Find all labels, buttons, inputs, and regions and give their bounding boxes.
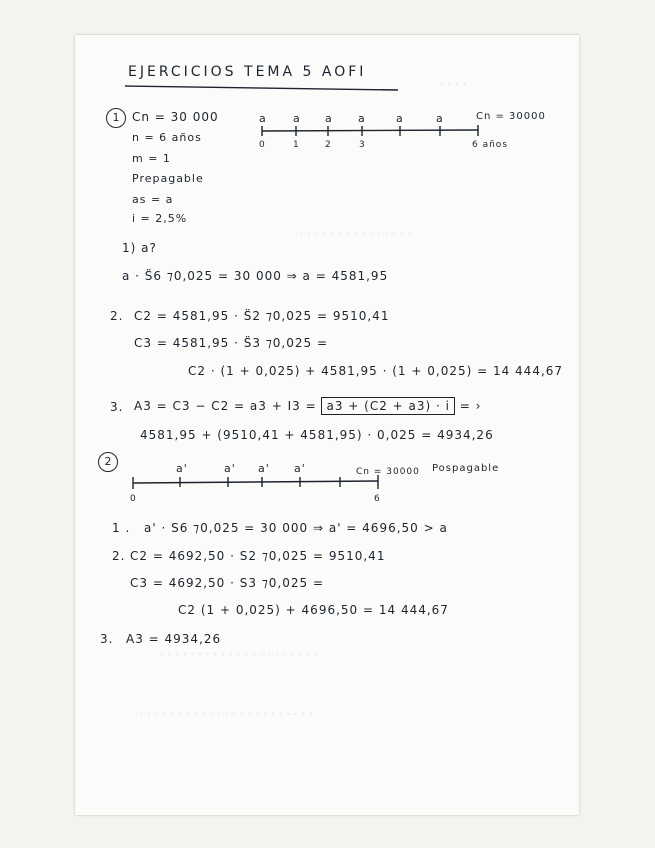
timeline-period-label: 2 xyxy=(325,140,332,150)
exercise-1-number: 1 xyxy=(106,108,126,128)
timeline-period-label: 0 xyxy=(259,140,266,150)
ex1-line-5 xyxy=(134,399,481,413)
show-through-text: · · · · · · · · · · · · · · · xyxy=(300,230,412,240)
ex2-timeline-start: 0 xyxy=(130,494,137,504)
ex2-timeline-end: 6 xyxy=(374,494,381,504)
ex2-line-2-number: 2. xyxy=(112,549,126,563)
ex1-line-5-post: = › xyxy=(459,399,482,413)
ex1-line-6: 4581,95 + (9510,41 + 4581,95) · 0,025 = 4934,26 xyxy=(140,428,494,442)
timeline-payment-label: a xyxy=(358,112,366,125)
ex2-timeline-kind: Pospagable xyxy=(432,463,500,474)
timeline-payment-label: a xyxy=(293,112,301,125)
timeline-payment-label: a xyxy=(436,112,444,125)
ex1-line-5-pre: A3 = C3 − C2 = a3 + I3 = xyxy=(134,399,317,413)
ex1-line-3: C3 = 4581,95 · S̈3 ⁊0,025 = xyxy=(134,336,329,350)
given-i: i = 2,5% xyxy=(132,212,188,225)
show-through-text: · · · · · · · · · · · · · · · · · · · · · xyxy=(160,650,319,660)
timeline-period-end-label: 6 años xyxy=(472,140,509,150)
timeline-payment-label: a xyxy=(396,112,404,125)
page-title: EJERCICIOS TEMA 5 AOFI xyxy=(128,64,367,80)
ex2-line-1-number: 1 . xyxy=(112,521,131,535)
timeline-payment-label: a xyxy=(325,112,333,125)
given-m: m = 1 xyxy=(132,152,171,165)
given-cn: Cn = 30 000 xyxy=(132,110,219,124)
ex2-line-5-number: 3. xyxy=(100,632,114,646)
ex1-line-2-number: 2. xyxy=(110,309,124,323)
ex2-line-5: A3 = 4934,26 xyxy=(126,632,222,646)
ex2-timeline-payment-label: a' xyxy=(294,462,306,475)
exercise-2-number: 2 xyxy=(98,452,118,472)
timeline-period-label: 1 xyxy=(293,140,300,150)
given-n: n = 6 años xyxy=(132,131,202,144)
ex2-line-1: a' · S6 ⁊0,025 = 30 000 ⇒ a' = 4696,50 > a xyxy=(144,521,448,535)
ex2-timeline-payment-label: a' xyxy=(258,462,270,475)
ex1-line-5-boxed: a3 + (C2 + a3) · i xyxy=(321,397,455,415)
given-type: Prepagable xyxy=(132,172,204,185)
given-as: as = a xyxy=(132,193,174,206)
ex2-line-4: C2 (1 + 0,025) + 4696,50 = 14 444,67 xyxy=(178,603,449,617)
show-through-text: · · · · xyxy=(440,80,468,90)
ex2-timeline-end-label: Cn = 30000 xyxy=(356,467,420,477)
ex2-timeline-payment-label: a' xyxy=(176,462,188,475)
timeline-end-label: Cn = 30000 xyxy=(476,111,546,122)
timeline-payment-label: a xyxy=(259,112,267,125)
ex2-line-2: C2 = 4692,50 · S2 ⁊0,025 = 9510,41 xyxy=(130,549,386,563)
ex1-line-1: a · S̈6 ⁊0,025 = 30 000 ⇒ a = 4581,95 xyxy=(122,269,389,283)
ex1-line-5-number: 3. xyxy=(110,400,124,414)
timeline-period-label: 3 xyxy=(359,140,366,150)
ex2-timeline-payment-label: a' xyxy=(224,462,236,475)
question-a: 1) a? xyxy=(122,241,157,255)
ex1-line-2: C2 = 4581,95 · S̈2 ⁊0,025 = 9510,41 xyxy=(134,309,390,323)
show-through-text: · · · · · · · · · · · · · · · · · · · · · · · xyxy=(140,710,314,720)
ex2-line-3: C3 = 4692,50 · S3 ⁊0,025 = xyxy=(130,576,325,590)
ex1-line-4: C2 · (1 + 0,025) + 4581,95 · (1 + 0,025) = 14 444,67 xyxy=(188,364,564,378)
